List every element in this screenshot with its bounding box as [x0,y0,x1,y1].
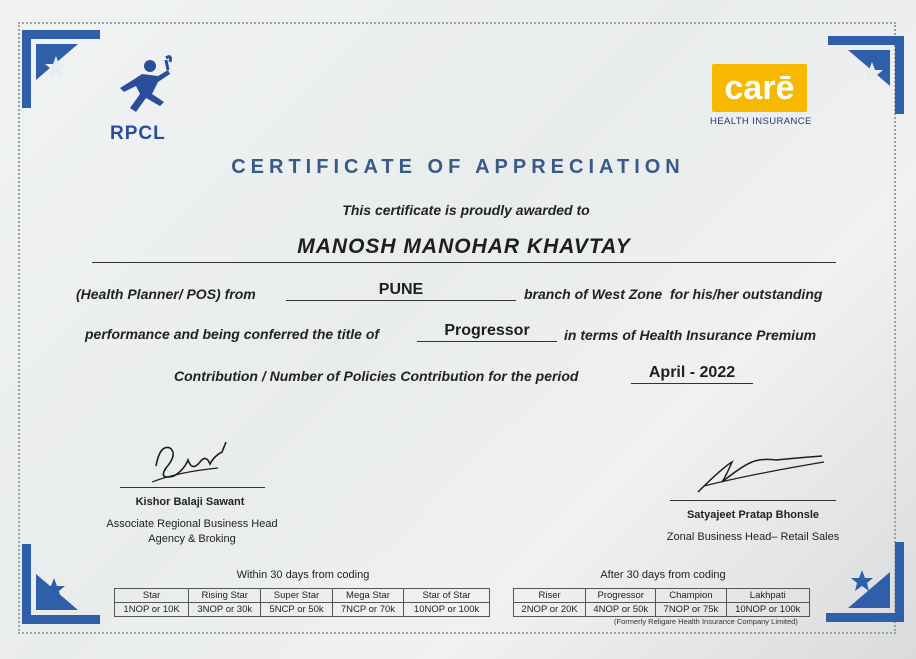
signature-line-right [670,500,836,501]
rank-criteria: 5NCP or 50k [261,603,332,617]
corner-ornament-bottom-left [22,544,102,624]
recipient-name: MANOSH MANOHAR KHAVTAY [297,235,631,258]
line1-prefix: (Health Planner/ POS) from [76,286,256,302]
table-row [115,589,490,603]
rank-title: Star of Star [404,589,490,603]
signature-right [692,448,828,496]
after-caption: After 30 days from coding [600,569,726,581]
rank-criteria: 2NOP or 20K [514,603,586,617]
rank-title: Star [115,589,189,603]
rank-criteria: 1NOP or 10K [115,603,189,617]
signature-left [148,436,238,488]
rank-criteria: 7NCP or 70k [332,603,403,617]
rank-title: Progressor [586,589,656,603]
rank-title: Lakhpati [726,589,810,603]
rank-criteria: 10NOP or 100k [404,603,490,617]
award-title-value: Progressor [417,322,557,342]
certificate-title: CERTIFICATE OF APPRECIATION [231,156,685,178]
period-value: April - 2022 [631,364,753,384]
signatory-right-name: Satyajeet Pratap Bhonsle [686,509,820,521]
runner-torch-logo [106,54,182,120]
signatory-left-title-1: Associate Regional Business Head [106,518,278,530]
rank-criteria: 3NOP or 30k [189,603,261,617]
rank-title: Super Star [261,589,332,603]
signatory-right-title: Zonal Business Head– Retail Sales [666,531,840,543]
signatory-left-title-2: Agency & Broking [148,533,236,545]
care-logo-subtitle: HEALTH INSURANCE [710,116,812,127]
rank-title: Champion [656,589,726,603]
care-logo: carē [712,64,807,112]
rank-title: Rising Star [189,589,261,603]
rank-criteria: 4NOP or 50k [586,603,656,617]
after-rank-table [513,588,810,617]
signature-line-left [120,487,265,488]
table-row [514,589,810,603]
line1-suffix: branch of West Zone for his/her outstanding [524,286,823,302]
rpcl-logo-text: RPCL [110,123,166,144]
rank-title: Riser [514,589,586,603]
table-row [115,603,490,617]
corner-ornament-bottom-right [826,542,904,622]
line2-suffix: in terms of Health Insurance Premium [564,327,817,343]
line2-prefix: performance and being conferred the title of [85,326,380,342]
within-rank-table [114,588,490,617]
rank-criteria: 7NOP or 75k [656,603,726,617]
intro-text: This certificate is proudly awarded to [342,202,590,218]
rank-criteria: 10NOP or 100k [726,603,810,617]
rank-title: Mega Star [332,589,403,603]
signatory-left-name: Kishor Balaji Sawant [135,496,245,508]
branch-value: PUNE [286,281,516,301]
within-caption: Within 30 days from coding [236,569,370,581]
line3-prefix: Contribution / Number of Policies Contribution for the period [174,368,579,384]
corner-ornament-top-right [828,36,904,116]
corner-ornament-top-left [22,30,102,110]
recipient-underline [92,262,836,263]
table-row [514,603,810,617]
footnote: (Formerly Religare Health Insurance Company Limited) [614,617,798,626]
